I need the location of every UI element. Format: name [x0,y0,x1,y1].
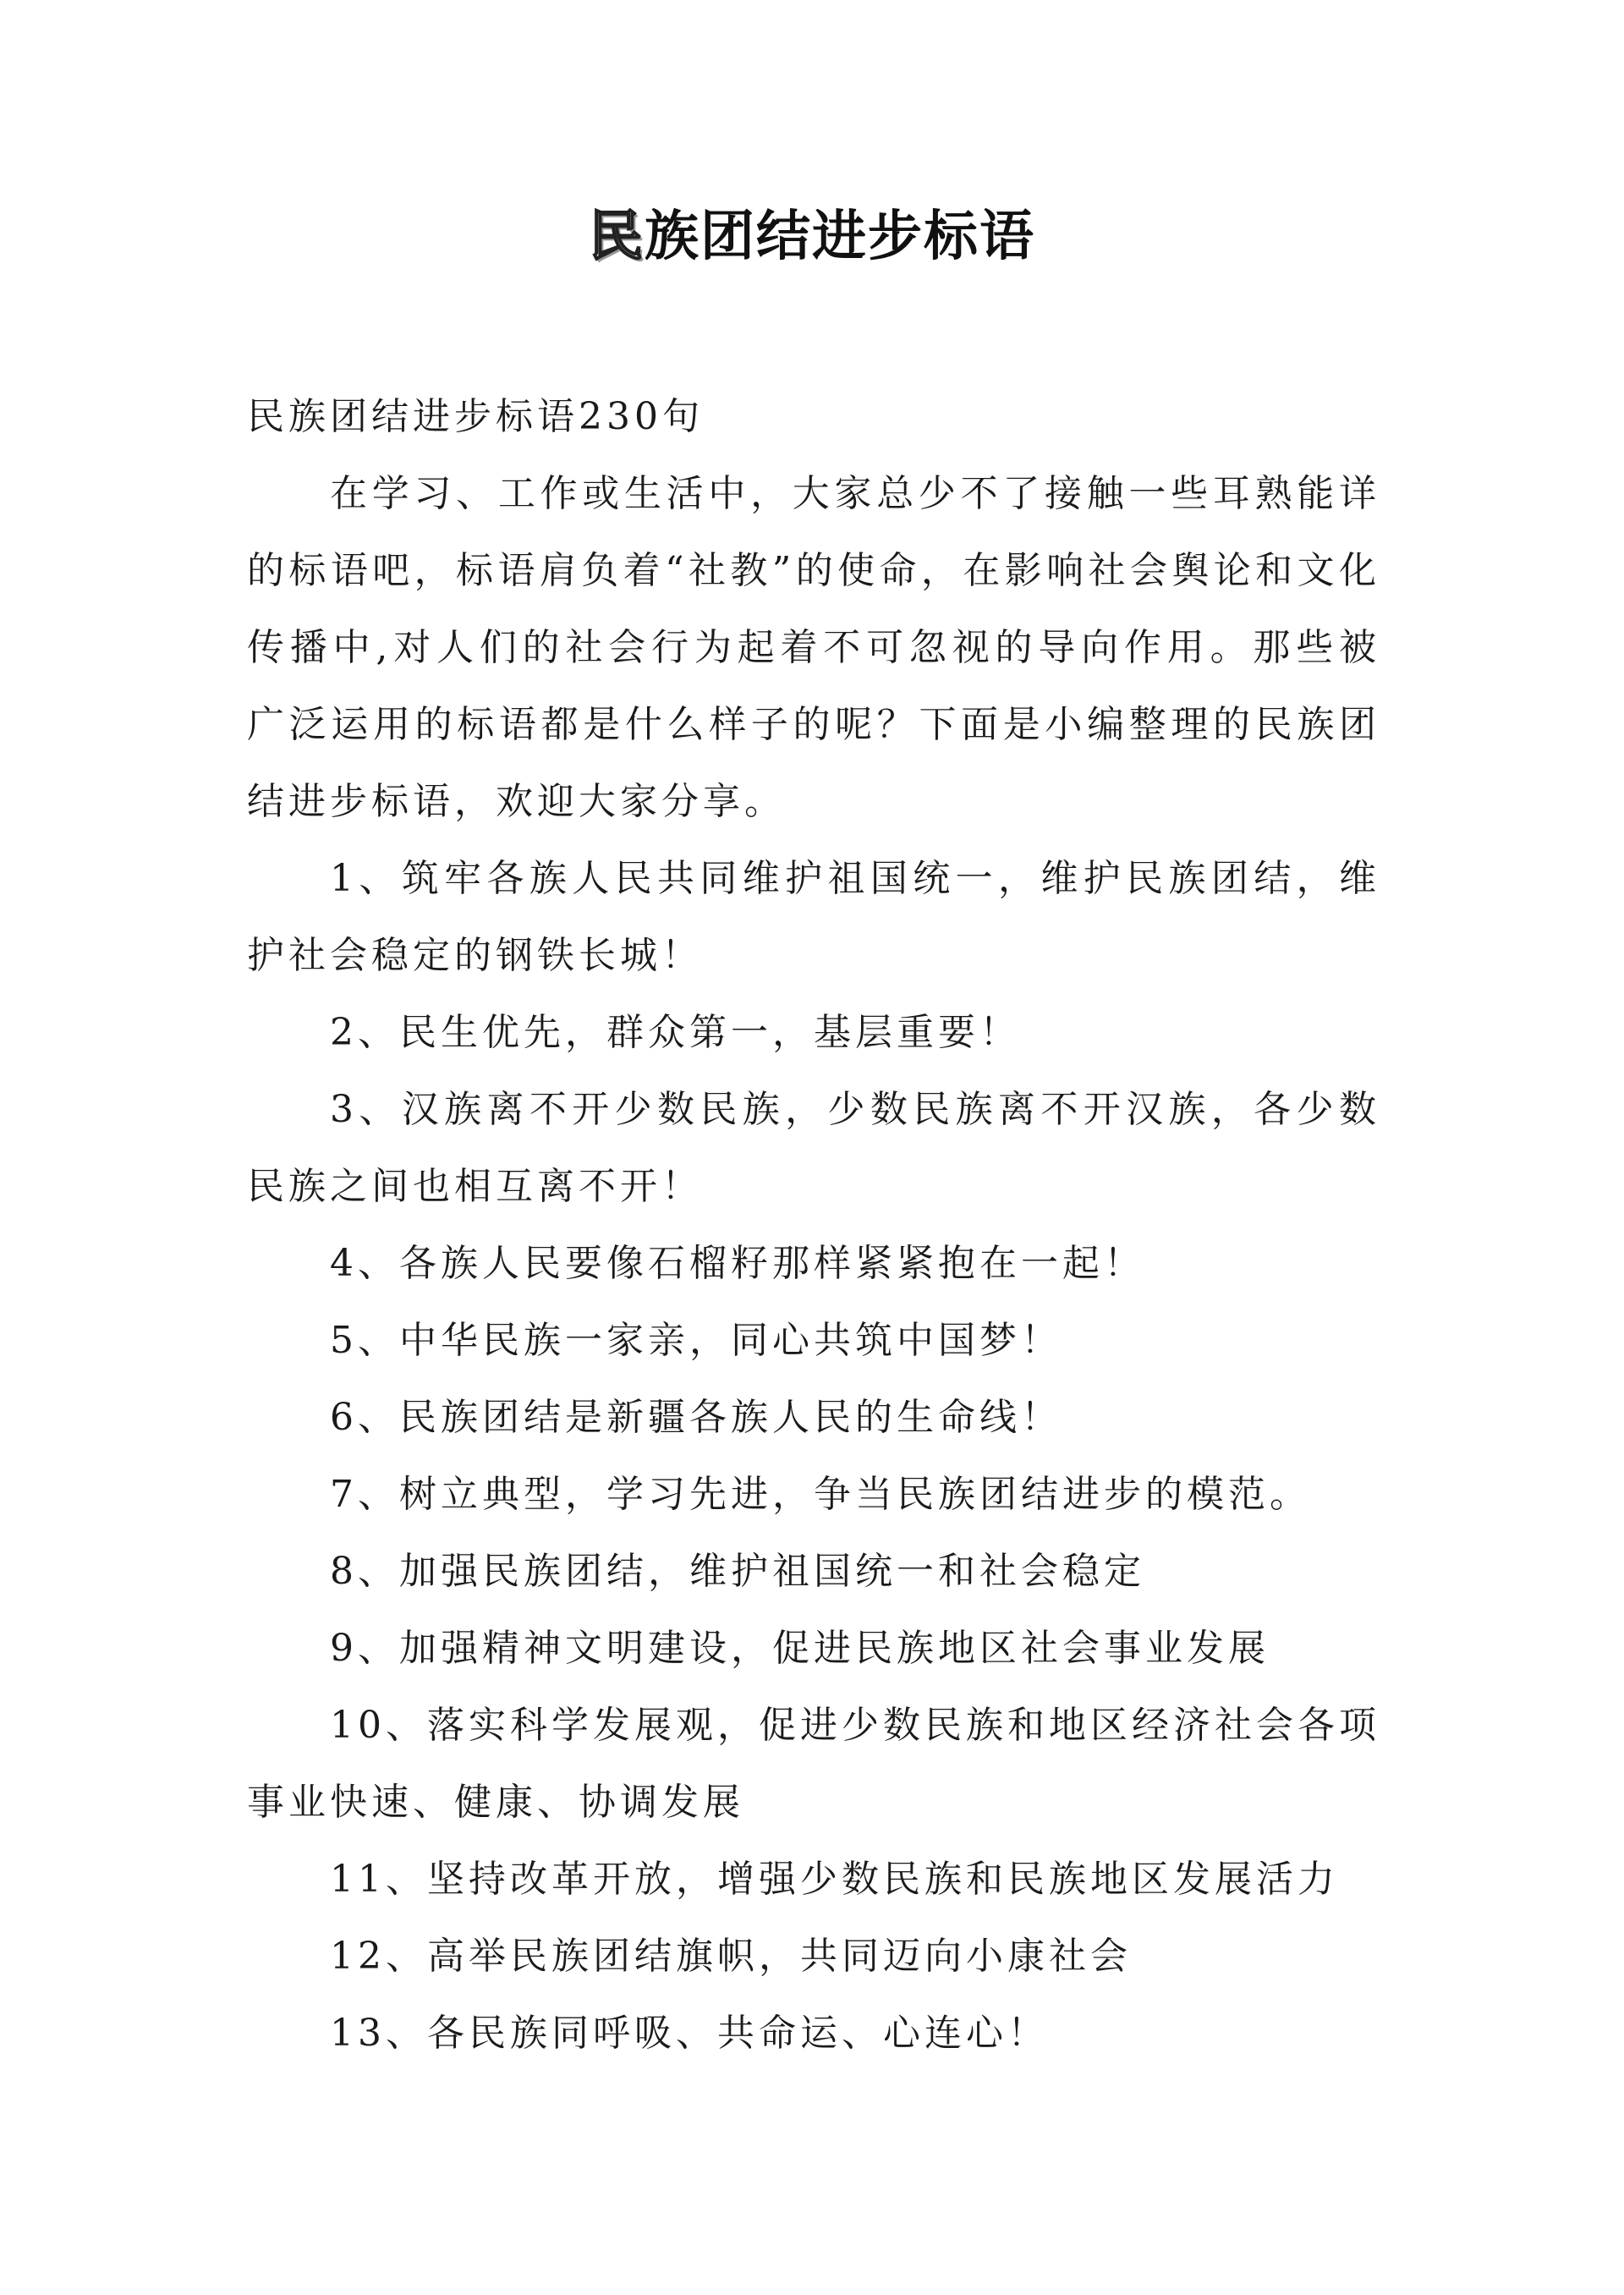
slogan-item-1: 1、筑牢各族人民共同维护祖国统一，维护民族团结，维护社会稳定的钢铁长城！ [247,857,1380,977]
page-title [0,196,1624,277]
document-body [247,378,1380,2072]
slogan-item-9: 9、加强精神文明建设，促进民族地区社会事业发展 [330,1627,1270,1670]
slogan-item-13: 13、各民族同呼吸、共命运、心连心！ [330,2012,1049,2055]
slogan-item-6: 6、民族团结是新疆各族人民的生命线！ [330,1396,1062,1439]
slogan-item-7: 7、树立典型，学习先进，争当民族团结进步的模范。 [330,1473,1311,1516]
slogan-item-12: 12、高举民族团结旗帜，共同迈向小康社会 [330,1935,1132,1978]
title-first-character: 民 [589,206,645,268]
slogan-item-3: 3、汉族离不开少数民族，少数民族离不开汉族，各少数民族之间也相互离不开！ [247,1088,1380,1208]
slogan-item-10: 10、落实科学发展观，促进少数民族和地区经济社会各项事业快速、健康、协调发展 [247,1704,1380,1824]
slogan-item-8: 8、加强民族团结，维护祖国统一和社会稳定 [330,1550,1145,1593]
slogan-item-5: 5、中华民族一家亲，同心共筑中国梦！ [330,1319,1062,1362]
intro-paragraph: 在学习、工作或生活中，大家总少不了接触一些耳熟能详的标语吧，标语肩负着“社教”的使命，在影响社会舆论和文化传播中,对人们的社会行为起着不可忽视的导向作用。那些被广泛运用的标语都是什么样子的呢？下面是小编整理的民族团结进步标语，欢迎大家分享。 [247,472,1380,823]
slogan-item-4: 4、各族人民要像石榴籽那样紧紧抱在一起！ [330,1242,1145,1285]
subtitle: 民族团结进步标语230句 [247,395,704,438]
slogan-item-2: 2、民生优先，群众第一，基层重要！ [330,1011,1021,1054]
slogan-item-11: 11、坚持改革开放，增强少数民族和民族地区发展活力 [330,1858,1339,1901]
title-text: 族团结进步标语 [645,206,1035,268]
